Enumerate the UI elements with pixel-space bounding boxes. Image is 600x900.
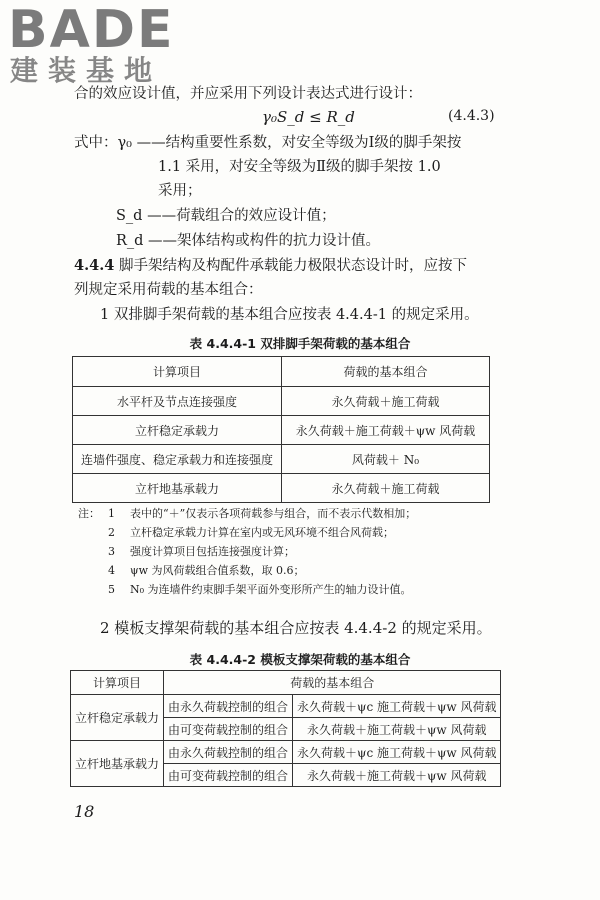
note-item (78, 523, 416, 542)
table-cell: 永久荷载＋ψc 施工荷载＋ψw 风荷载 (293, 695, 501, 718)
table-1 (72, 356, 490, 503)
note-text: ψw 为风荷载组合值系数，取 0.6； (130, 564, 305, 577)
table-cell: 永久荷载＋施工荷载＋ψw 风荷载 (282, 416, 490, 445)
where-line-2: 1.1 采用，对安全等级为Ⅱ级的脚手架按 1.0 (158, 159, 441, 175)
table-cell: 永久荷载＋施工荷载＋ψw 风荷载 (293, 718, 501, 741)
table2-header-combination: 荷载的基本组合 (164, 671, 501, 695)
table-cell: 由可变荷载控制的组合 (164, 718, 293, 741)
note-item (78, 580, 416, 599)
table1-caption: 表 4.4.4-1 双排脚手架荷载的基本组合 (189, 336, 411, 351)
table-row (73, 445, 490, 474)
note-number: 4 (108, 564, 115, 577)
clause-line-2: 列规定采用荷载的基本组合： (74, 282, 263, 298)
table-row (73, 474, 490, 503)
table-cell: 由永久荷载控制的组合 (164, 695, 293, 718)
table-2 (70, 670, 501, 787)
note-text: 立杆稳定承载力计算在室内或无风环境不组合风荷载； (130, 526, 394, 539)
table2-header-item: 计算项目 (71, 671, 164, 695)
note-item (78, 542, 416, 561)
note-text: 表中的“＋”仅表示各项荷载参与组合，而不表示代数相加； (130, 507, 417, 520)
note-text: 强度计算项目包括连接强度计算； (130, 545, 295, 558)
table-cell: 连墙件强度、稳定承载力和连接强度 (73, 445, 282, 474)
table-cell: 永久荷载＋施工荷载 (282, 387, 490, 416)
equation: γ₀S_d ≤ R_d (262, 108, 355, 126)
table-cell: 永久荷载＋施工荷载＋ψw 风荷载 (293, 764, 501, 787)
logo-wordmark: BADE (8, 0, 175, 60)
table-cell: 立杆稳定承载力 (71, 695, 164, 741)
table-cell: 由可变荷载控制的组合 (164, 764, 293, 787)
table-row (73, 416, 490, 445)
item-2: 2 模板支撑架荷载的基本组合应按表 4.4.4-2 的规定采用。 (100, 619, 492, 637)
note-number: 5 (108, 583, 115, 596)
table-cell: 立杆地基承载力 (71, 741, 164, 787)
note-item (78, 561, 416, 580)
where-line-3: 采用； (158, 183, 202, 199)
logo-chinese: 建装基地 (10, 54, 163, 87)
table1-header-item: 计算项目 (73, 357, 282, 387)
table-cell: 永久荷载＋ψc 施工荷载＋ψw 风荷载 (293, 741, 501, 764)
note-item (78, 504, 416, 523)
site-logo (8, 0, 175, 87)
clause-number: 4.4.4 (74, 257, 115, 274)
clause-line-1 (74, 256, 467, 276)
equation-number: (4.4.3) (448, 108, 495, 124)
table-row (73, 387, 490, 416)
table-cell: 由永久荷载控制的组合 (164, 741, 293, 764)
table1-header-combination: 荷载的基本组合 (282, 357, 490, 387)
table-row (71, 695, 501, 718)
where-line-5: R_d ——架体结构或构件的抗力设计值。 (116, 233, 381, 249)
page-number: 18 (74, 802, 95, 821)
note-number: 1 (108, 507, 115, 520)
intro-line: 合的效应设计值，并应采用下列设计表达式进行设计： (74, 86, 422, 102)
clause-text-1: 脚手架结构及构配件承载能力极限状态设计时，应按下 (118, 258, 467, 274)
table-cell: 立杆稳定承载力 (73, 416, 282, 445)
table-cell: 水平杆及节点连接强度 (73, 387, 282, 416)
table-cell: 永久荷载＋施工荷载 (282, 474, 490, 503)
notes-label: 注： (78, 507, 100, 520)
note-number: 3 (108, 545, 115, 558)
table-row (71, 741, 501, 764)
table-cell: 风荷载＋ N₀ (282, 445, 490, 474)
note-number: 2 (108, 526, 115, 539)
table2-caption: 表 4.4.4-2 模板支撑架荷载的基本组合 (189, 652, 411, 667)
note-text: N₀ 为连墙件约束脚手架平面外变形所产生的轴力设计值。 (130, 583, 412, 596)
table-cell: 立杆地基承载力 (73, 474, 282, 503)
table1-notes (78, 504, 416, 599)
item-1: 1 双排脚手架荷载的基本组合应按表 4.4.4-1 的规定采用。 (100, 307, 479, 323)
where-line-4: S_d ——荷载组合的效应设计值； (116, 208, 336, 224)
where-line-1: 式中：γ₀ ——结构重要性系数，对安全等级为Ⅰ级的脚手架按 (74, 135, 462, 151)
